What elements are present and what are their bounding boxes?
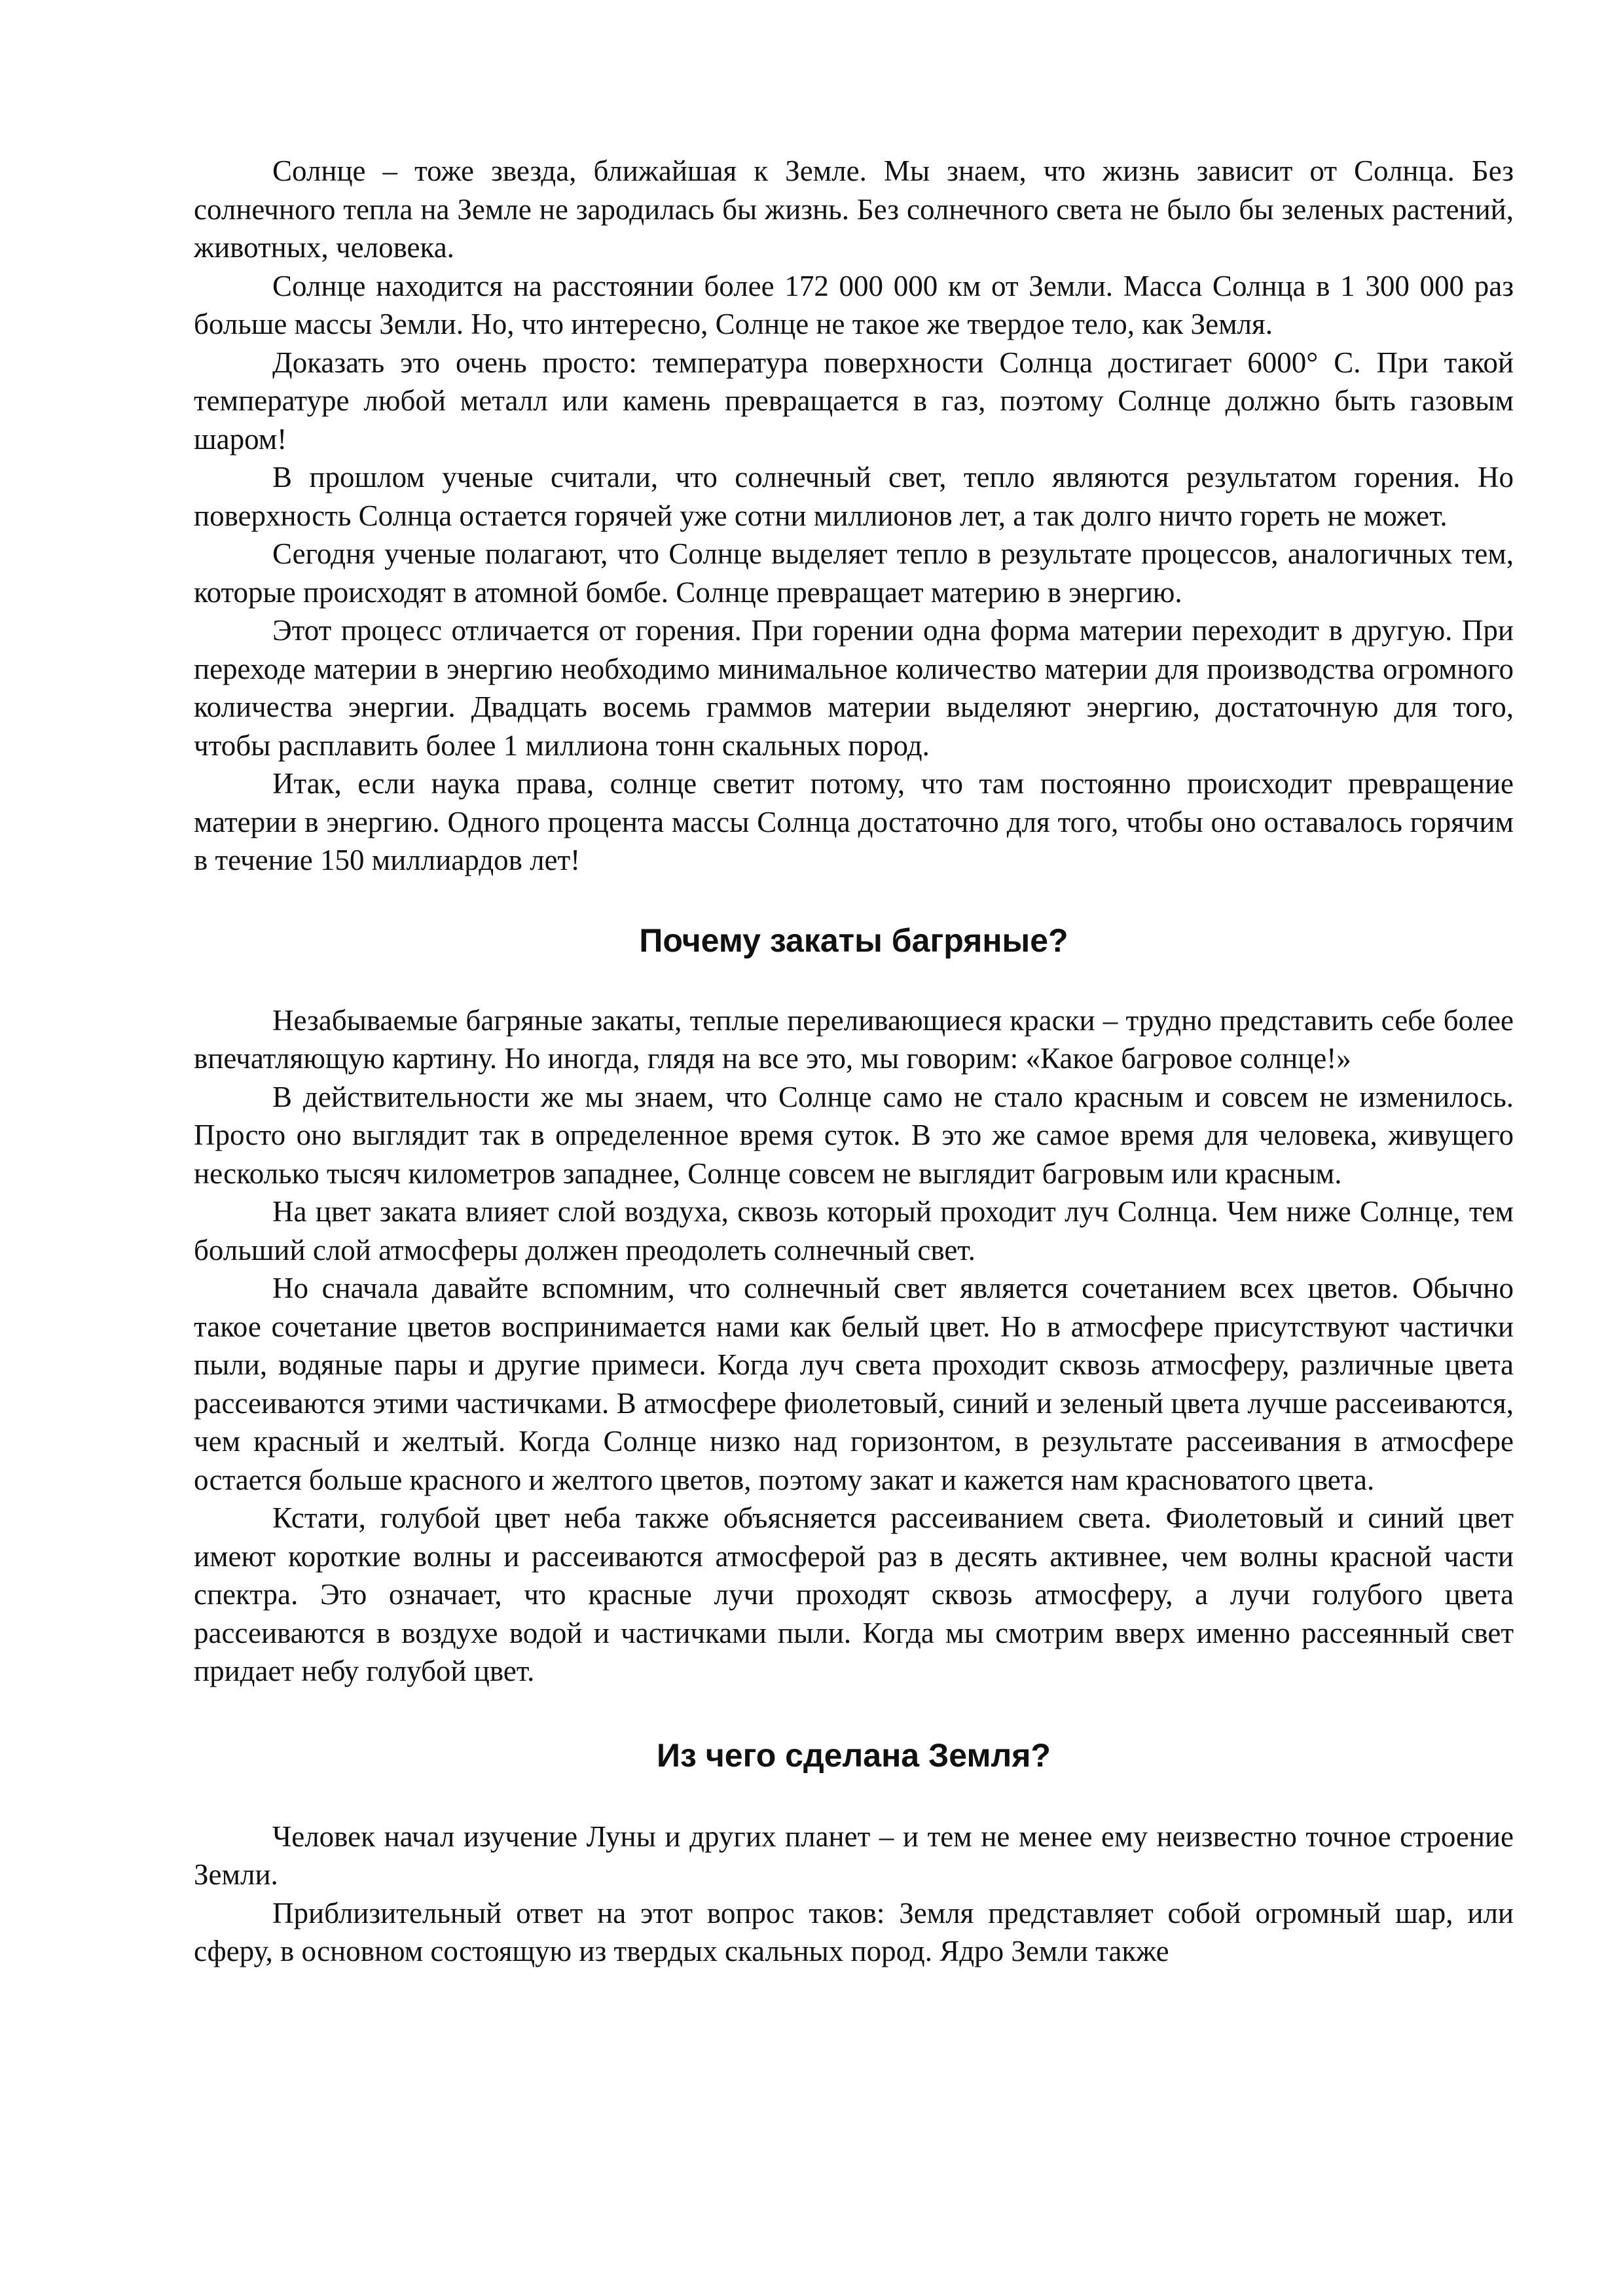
paragraph: Незабываемые багряные закаты, теплые переливающиеся краски – трудно представить себе более впечатляющую картину. Но иногда, глядя на все это, мы говорим: «Какое багровое солнце!» bbox=[194, 1003, 1514, 1075]
paragraph: Кстати, голубой цвет неба также объясняется рассеиванием света. Фиолетовый и синий цвет имеют короткие волны и рассеиваются атмосферой раз в десять активнее, чем волны красной части спектра. Это означает, что красные лучи проходят сквозь атмосферу, а лучи голубого цвета рассеиваются в воздухе водой и частичками пыли. Когда мы смотрим вверх именно рассеянный свет придает небу голубой цвет. bbox=[194, 1501, 1514, 1687]
paragraph: Этот процесс отличается от горения. При горении одна форма материи переходит в другую. При переходе материи в энергию необходимо минимальное количество материи для производства огромного количества энергии. Двадцать восемь граммов материи выделяют энергию, достаточную для того, чтобы расплавить более 1 миллиона тонн скальных пород. bbox=[194, 614, 1514, 762]
paragraph: Солнце находится на расстоянии более 172 000 000 км от Земли. Масса Солнца в 1 300 000 раз больше массы Земли. Но, что интересно, Солнце не такое же твердое тело, как Земля. bbox=[194, 269, 1514, 340]
paragraph: В действительности же мы знаем, что Солнце само не стало красным и совсем не изменилось. Просто оно выглядит так в определенное время суток. В это же самое время для человека, живущего несколько тысяч километров западнее, Солнце совсем не выглядит багровым или красным. bbox=[194, 1080, 1514, 1190]
paragraph: На цвет заката влияет слой воздуха, сквозь который проходит луч Солнца. Чем ниже Солнце, тем больший слой атмосферы должен преодолеть солнечный свет. bbox=[194, 1195, 1514, 1266]
paragraph: Но сначала давайте вспомним, что солнечный свет является сочетанием всех цветов. Обычно такое сочетание цветов воспринимается нами как белый цвет. Но в атмосфере присутствуют частички пыли, водяные пары и другие примеси. Когда луч света проходит сквозь атмосферу, различные цвета рассеиваются этими частичками. В атмосфере фиолетовый, синий и зеленый цвета лучше рассеиваются, чем красный и желтый. Когда Солнце низко над горизонтом, в результате рассеивания в атмосфере остается больше красного и желтого цветов, поэтому закат и кажется нам красноватого цвета. bbox=[194, 1272, 1514, 1496]
paragraph: Солнце – тоже звезда, ближайшая к Земле. Мы знаем, что жизнь зависит от Солнца. Без солнечного тепла на Земле не зародилась бы жизнь. Без солнечного света не было бы зеленых растений, животных, человека. bbox=[194, 154, 1514, 264]
paragraph: Человек начал изучение Луны и других планет – и тем не менее ему неизвестно точное строение Земли. bbox=[194, 1820, 1514, 1891]
section-heading-earth: Из чего сделана Земля? bbox=[657, 1736, 1051, 1774]
paragraph: Доказать это очень просто: температура поверхности Солнца достигает 6000° С. При такой температуре любой металл или камень превращается в газ, поэтому Солнце должно быть газовым шаром! bbox=[194, 346, 1514, 456]
section-heading-sunsets: Почему закаты багряные? bbox=[639, 922, 1068, 959]
document-page bbox=[194, 152, 1514, 1971]
paragraph: Сегодня ученые полагают, что Солнце выделяет тепло в результате процессов, аналогичных тем, которые происходят в атомной бомбе. Солнце превращает материю в энергию. bbox=[194, 537, 1514, 609]
paragraph: Приблизительный ответ на этот вопрос таков: Земля представляет собой огромный шар, или сферу, в основном состоящую из твердых скальных пород. Ядро Земли также bbox=[194, 1896, 1514, 1967]
paragraph: В прошлом ученые считали, что солнечный свет, тепло являются результатом горения. Но поверхность Солнца остается горячей уже сотни миллионов лет, а так долго ничто гореть не может. bbox=[194, 461, 1514, 532]
paragraph: Итак, если наука права, солнце светит потому, что там постоянно происходит превращение материи в энергию. Одного процента массы Солнца достаточно для того, чтобы оно оставалось горячим в течение 150 миллиардов лет! bbox=[194, 767, 1514, 876]
